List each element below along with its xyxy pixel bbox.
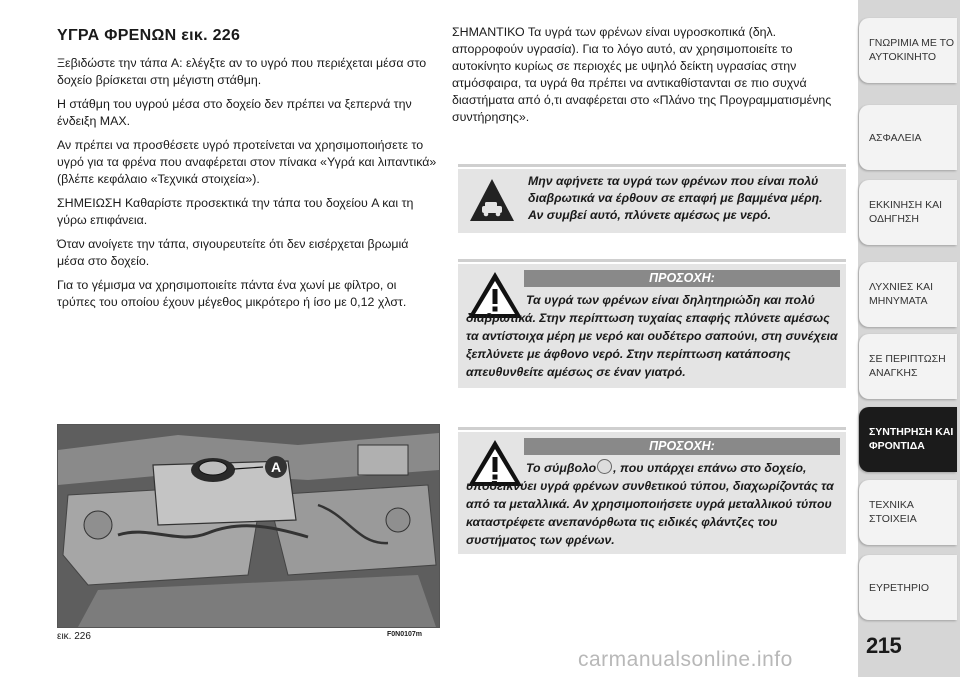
paragraph: Η στάθμη του υγρού μέσα στο δοχείο δεν πρέπει να ξεπερνά την ένδειξη MAX.: [57, 97, 412, 128]
paragraph: Αν πρέπει να προσθέσετε υγρό προτείνεται να χρησιμοποιήσετε το υγρό για τα φρένα που αναφέρεται στον πίνακα «Υγρά και λιπαντικά» (βλέπε κεφάλαιο «Τεχνικά στοιχεία»).: [57, 138, 437, 186]
note-text: Μην αφήνετε τα υγρά των φρένων που είναι πολύ διαβρωτικά να έρθουν σε επαφή με βαμμένα μέρη. Αν συμβεί αυτό, πλύνετε αμέσως με νερό.: [528, 174, 823, 222]
warning-box: [458, 264, 846, 388]
synthetic-fluid-symbol-icon: [597, 459, 612, 474]
figure-caption: εικ. 226: [57, 631, 91, 642]
tab-label: ΤΕΧΝΙΚΑ ΣΤΟΙΧΕΙΑ: [869, 499, 917, 525]
section-title: ΥΓΡΑ ΦΡΕΝΩΝ εικ. 226: [57, 27, 241, 44]
tab-gnorimia[interactable]: [859, 18, 957, 83]
tab-ekkinisi[interactable]: [859, 180, 957, 245]
paragraph: Όταν ανοίγετε την τάπα, σιγουρευτείτε ότι δεν εισέρχεται βρωμιά μέσα στο δοχείο.: [57, 237, 409, 268]
watermark: carmanualsonline.info: [578, 648, 793, 671]
important-paragraph: ΣΗΜΑΝΤΙΚΟ Τα υγρά των φρένων είναι υγροσκοπικά (δηλ. απορροφούν υγρασία). Για το λόγο αυτό, αν χρησιμοποιείτε το αυτοκίνητο κυρίως σε περιοχές με υψηλό δείκτη υγρασίας στην ατμόσφαιρα, τα υγρά θα πρέπει να αντικαθίστανται σε πιο συχνά διαστήματα από ό,τι αναφέρεται στο «Πλάνο της Προγραμματισμένης συντήρησης».: [452, 25, 832, 124]
tab-label: ΣΕ ΠΕΡΙΠΤΩΣΗ ΑΝΑΓΚΗΣ: [869, 353, 946, 379]
warning-heading: ΠΡΟΣΟΧΗ:: [524, 438, 840, 455]
warning-box: [458, 432, 846, 554]
figure-code: F0N0107m: [387, 631, 423, 638]
tab-evretirio[interactable]: [859, 555, 957, 620]
tab-label: ΣΥΝΤΗΡΗΣΗ ΚΑΙ ΦΡΟΝΤΙΔΑ: [869, 426, 954, 452]
note-separator: [458, 164, 846, 167]
left-column: [57, 55, 437, 318]
warning-text: Τα υγρά των φρένων είναι δηλητηριώδη και πολύ διαβρωτικά. Στην περίπτωση τυχαίας επαφής πλύνετε αμέσως τα αντίστοιχα μέρη με νερό και ουδέτερο σαπούνι, στη συνέχεια ξεπλύνετε με άφθονο νερό. Στην περίπτωση κατάποσης απευθυνθείτε αμέσως σε έναν γιατρό.: [466, 293, 838, 379]
right-column: [452, 24, 844, 133]
warning-text: [466, 459, 840, 549]
paragraph: ΣΗΜΕΙΩΣΗ Καθαρίστε προσεκτικά την τάπα του δοχείου A και τη γύρω επιφάνεια.: [57, 196, 414, 227]
tab-lychnies[interactable]: [859, 262, 957, 327]
tab-label: ΕΥΡΕΤΗΡΙΟ: [869, 582, 930, 594]
car-paint-warning-icon: [468, 176, 516, 224]
tab-label: ΛΥΧΝΙΕΣ ΚΑΙ ΜΗΝΥΜΑΤΑ: [869, 281, 934, 307]
tab-syntirisi[interactable]: [859, 407, 957, 472]
paragraph: Για το γέμισμα να χρησιμοποιείτε πάντα ένα χωνί με φίλτρο, οι τρύπες του οποίου έχουν μέγεθος μικρότερο ή ίσο με 0,12 χλστ.: [57, 278, 407, 309]
warning-text-start: Το σύμβολο: [526, 461, 597, 475]
tab-asfaleia[interactable]: [859, 105, 957, 170]
tab-texnika[interactable]: [859, 480, 957, 545]
paragraph: Ξεβιδώστε την τάπα A: ελέγξτε αν το υγρό που περιέχεται μέσα στο δοχείο βρίσκεται στη μέγιστη στάθμη.: [57, 56, 427, 87]
note-box: [458, 169, 846, 233]
engine-bay-illustration: [58, 425, 439, 627]
warning-text-end: , που υπάρχει επάνω στο δοχείο, υποδεικνύει υγρά φρένων συνθετικού τύπου, διαχωρίζοντάς τα από τα μεταλλικά. Αν χρησιμοποιήσετε υγρά μεταλλικού τύπου καταστρέφετε ανεπανόρθωτα τις ειδικές φλάντζες του συστήματος των φρένων.: [466, 461, 834, 547]
warning-separator: [458, 427, 846, 430]
brake-reservoir-figure: [57, 424, 440, 628]
warning-heading: ΠΡΟΣΟΧΗ:: [524, 270, 840, 287]
tab-label: ΑΣΦΑΛΕΙΑ: [869, 132, 922, 144]
page-number: 215: [866, 633, 902, 658]
callout-label: A: [270, 459, 282, 475]
tab-label: ΓΝΩΡΙΜΙΑ ΜΕ ΤΟ ΑΥΤΟΚΙΝΗΤΟ: [869, 37, 955, 63]
warning-separator: [458, 259, 846, 262]
tab-label: ΕΚΚΙΝΗΣΗ ΚΑΙ ΟΔΗΓΗΣΗ: [869, 199, 943, 225]
tab-anagki[interactable]: [859, 334, 957, 399]
